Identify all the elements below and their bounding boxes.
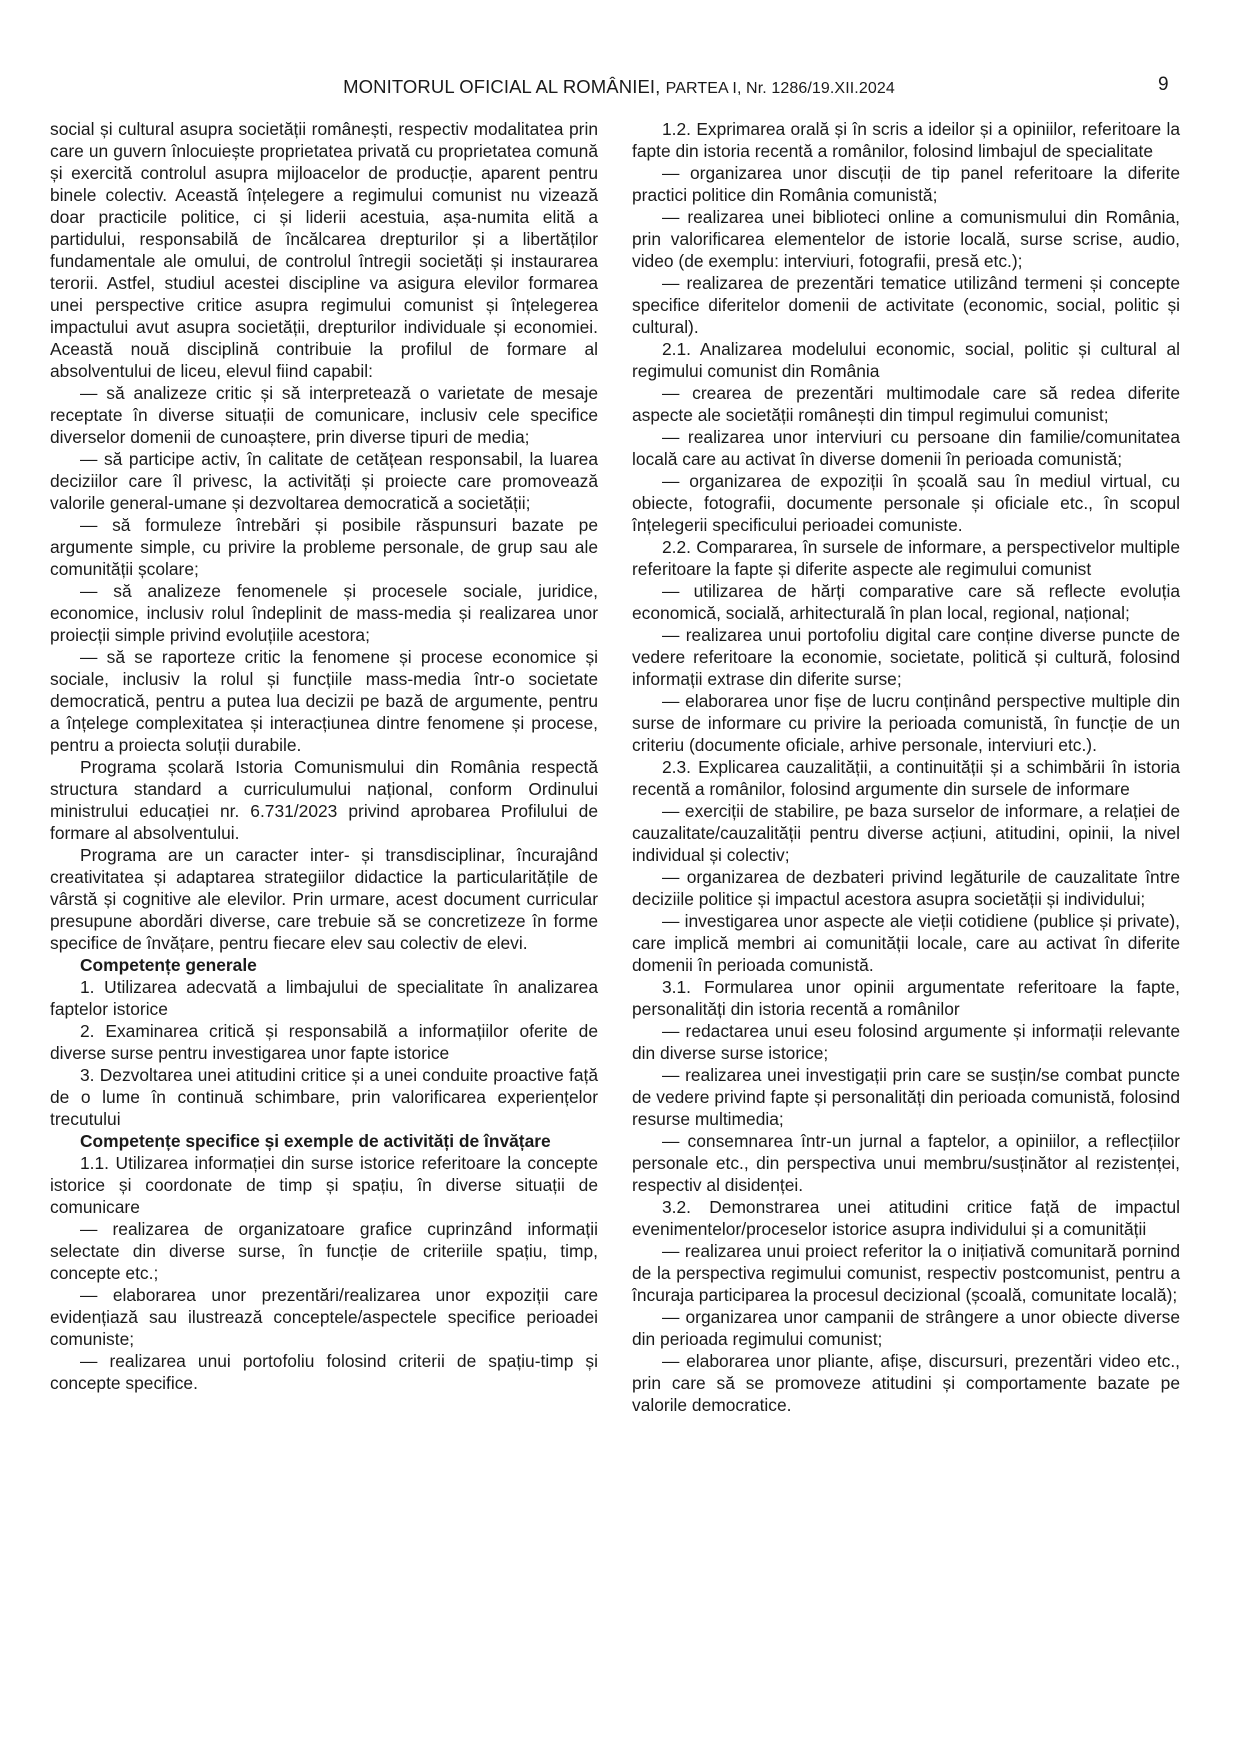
- paragraph: — să se raporteze critic la fenomene și procese economice și sociale, inclusiv la rolul și funcțiile mass-media într-o societate democratică, pentru a putea lua decizii pe bază de argumente, pentru a înțelege complexitatea și interacțiunea dintre fenomene și procese, pentru a proiecta soluții durabile.: [50, 647, 598, 755]
- paragraph: — exerciții de stabilire, pe baza surselor de informare, a relației de cauzalitate/cauzalității pentru diverse acțiuni, atitudini, opinii, la nivel individual și colectiv;: [632, 801, 1180, 865]
- gazette-title: MONITORUL OFICIAL AL ROMÂNIEI,: [343, 76, 661, 97]
- paragraph: 2.3. Explicarea cauzalității, a continuității și a schimbării în istoria recentă a românilor, folosind argumente din sursele de informare: [632, 757, 1180, 799]
- paragraph: — realizarea unor interviuri cu persoane din familie/comunitatea locală care au activat în diverse domenii în perioada comunistă;: [632, 427, 1180, 469]
- paragraph: — elaborarea unor prezentări/realizarea unor expoziții care evidențiază sau ilustrează conceptele/aspectele specifice perioadei comuniste;: [50, 1285, 598, 1349]
- paragraph: — să analizeze critic și să interpretează o varietate de mesaje receptate în diverse situații de comunicare, inclusiv cele specifice diverselor domenii de cunoaștere, prin diverse tipuri de media;: [50, 383, 598, 447]
- paragraph: 3.2. Demonstrarea unei atitudini critice față de impactul evenimentelor/proceselor istorice asupra individului și a comunității: [632, 1197, 1180, 1239]
- paragraph: Programa are un caracter inter- și transdisciplinar, încurajând creativitatea și adaptarea strategiilor didactice la particularitățile de vârstă și cognitive ale elevilor. Prin urmare, acest document curricular presupune abordări diverse, care trebuie să se concretizeze în forme specifice de învățare, pentru fiecare elev sau colectiv de elevi.: [50, 845, 598, 953]
- paragraph: — realizarea unui proiect referitor la o inițiativă comunitară pornind de la perspectiva regimului comunist, respectiv postcomunist, pentru a încuraja participarea la procesul decizional (școală, comunitate locală);: [632, 1241, 1180, 1305]
- left-column: [50, 118, 598, 1394]
- paragraph: 1.1. Utilizarea informației din surse istorice referitoare la concepte istorice și coordonate de timp și spațiu, în diverse situații de comunicare: [50, 1153, 598, 1217]
- paragraph: — organizarea de expoziții în școală sau în mediul virtual, cu obiecte, fotografii, documente personale și oficiale etc., în scopul înțelegerii specificului perioadei comuniste.: [632, 471, 1180, 535]
- paragraph: — realizarea unui portofoliu digital care conține diverse puncte de vedere referitoare la economie, societate, politică și cultură, folosind informații extrase din diferite surse;: [632, 625, 1180, 689]
- section-heading: Competențe specifice și exemple de activități de învățare: [80, 1131, 551, 1151]
- paragraph: 2.2. Compararea, în sursele de informare, a perspectivelor multiple referitoare la fapte și diferite aspecte ale regimului comunist: [632, 537, 1180, 579]
- gazette-issue: PARTEA I, Nr. 1286/19.XII.2024: [665, 80, 895, 97]
- paragraph: — realizarea de prezentări tematice utilizând termeni și concepte specifice diferitelor domenii de activitate (economic, social, politic și cultural).: [632, 273, 1180, 337]
- paragraph: 1. Utilizarea adecvată a limbajului de specialitate în analizarea faptelor istorice: [50, 977, 598, 1019]
- paragraph: — realizarea unei investigații prin care se susțin/se combat puncte de vedere privind fapte și personalități din perioada comunistă, folosind resurse multimedia;: [632, 1065, 1180, 1129]
- paragraph: — investigarea unor aspecte ale vieții cotidiene (publice și private), care implică membri ai comunității locale, care au activat în diferite domenii în perioada comunistă.: [632, 911, 1180, 975]
- paragraph: — utilizarea de hărți comparative care să reflecte evoluția economică, socială, arhitecturală în plan local, regional, național;: [632, 581, 1180, 623]
- paragraph: Programa școlară Istoria Comunismului din România respectă structura standard a curriculumului național, conform Ordinului ministrului educației nr. 6.731/2023 privind aprobarea Profilului de formare al absolventului.: [50, 757, 598, 843]
- paragraph: — redactarea unui eseu folosind argumente și informații relevante din diverse surse istorice;: [632, 1021, 1180, 1063]
- paragraph: 2.1. Analizarea modelului economic, social, politic și cultural al regimului comunist din România: [632, 339, 1180, 381]
- paragraph: — elaborarea unor fișe de lucru conținând perspective multiple din surse de informare cu privire la perioada comunistă, în funcție de un criteriu (documente oficiale, arhive personale, interviuri etc.).: [632, 691, 1180, 755]
- section-heading: Competențe generale: [80, 955, 257, 975]
- paragraph: — consemnarea într-un jurnal a faptelor, a opiniilor, a reflecțiilor personale etc., din perspectiva unui membru/susținător al rezistenței, respectiv al disidenței.: [632, 1131, 1180, 1195]
- right-column: [632, 118, 1180, 1416]
- paragraph: 2. Examinarea critică și responsabilă a informațiilor oferite de diverse surse pentru investigarea unor fapte istorice: [50, 1021, 598, 1063]
- paragraph: — realizarea unui portofoliu folosind criterii de spațiu-timp și concepte specifice.: [50, 1351, 598, 1393]
- paragraph: — să analizeze fenomenele și procesele sociale, juridice, economice, inclusiv rolul îndeplinit de mass-media și realizarea unor proiecții simple privind evoluțiile acestora;: [50, 581, 598, 645]
- paragraph: — realizarea de organizatoare grafice cuprinzând informații selectate din diverse surse, în funcție de criteriile spațiu, timp, concepte etc.;: [50, 1219, 598, 1283]
- paragraph: — elaborarea unor pliante, afișe, discursuri, prezentări video etc., prin care să se promoveze atitudini și comportamente bazate pe valorile democratice.: [632, 1351, 1180, 1415]
- paragraph: — organizarea de dezbateri privind legăturile de cauzalitate între deciziile politice și impactul acestora asupra societății și individului;: [632, 867, 1180, 909]
- paragraph: 1.2. Exprimarea orală și în scris a ideilor și a opiniilor, referitoare la fapte din istoria recentă a românilor, folosind limbajul de specialitate: [632, 119, 1180, 161]
- page-number: 9: [1158, 74, 1169, 95]
- paragraph: — realizarea unei biblioteci online a comunismului din România, prin valorificarea elementelor de istorie locală, surse scrise, audio, video (de exemplu: interviuri, fotografii, presă etc.);: [632, 207, 1180, 271]
- paragraph: — să formuleze întrebări și posibile răspunsuri bazate pe argumente simple, cu privire la probleme personale, de grup sau ale comunității școlare;: [50, 515, 598, 579]
- paragraph: — organizarea unor discuții de tip panel referitoare la diferite practici politice din România comunistă;: [632, 163, 1180, 205]
- paragraph: — organizarea unor campanii de strângere a unor obiecte diverse din perioada regimului comunist;: [632, 1307, 1180, 1349]
- paragraph: — crearea de prezentări multimodale care să redea diferite aspecte ale societății românești din timpul regimului comunist;: [632, 383, 1180, 425]
- paragraph: social și cultural asupra societății românești, respectiv modalitatea prin care un guvern înlocuiește proprietatea privată cu proprietatea comună și exercită controlul asupra mijloacelor de producție, aparent pentru binele colectiv. Această înțelegere a regimului comunist nu vizează doar practicile politice, ci și liderii acestuia, așa-numita elită a partidului, responsabilă de încălcarea drepturilor și a libertăților fundamentale ale omului, de controlul întregii societăți și instaurarea terorii. Astfel, studiul acestei discipline va asigura elevilor formarea unei perspective critice asupra regimului comunist și înțelegerea impactului avut asupra societății, drepturilor individuale și economiei. Această nouă disciplină contribuie la profilul de formare al absolventului de liceu, elevul fiind capabil:: [50, 119, 598, 381]
- paragraph: 3.1. Formularea unor opinii argumentate referitoare la fapte, personalități din istoria recentă a românilor: [632, 977, 1180, 1019]
- paragraph: 3. Dezvoltarea unei atitudini critice și a unei conduite proactive față de o lume în continuă schimbare, prin valorificarea experiențelor trecutului: [50, 1065, 598, 1129]
- page-header: [0, 76, 1238, 98]
- paragraph: — să participe activ, în calitate de cetățean responsabil, la luarea deciziilor care îl privesc, la activități și proiecte care promovează valorile general-umane și dezvoltarea democratică a societății;: [50, 449, 598, 513]
